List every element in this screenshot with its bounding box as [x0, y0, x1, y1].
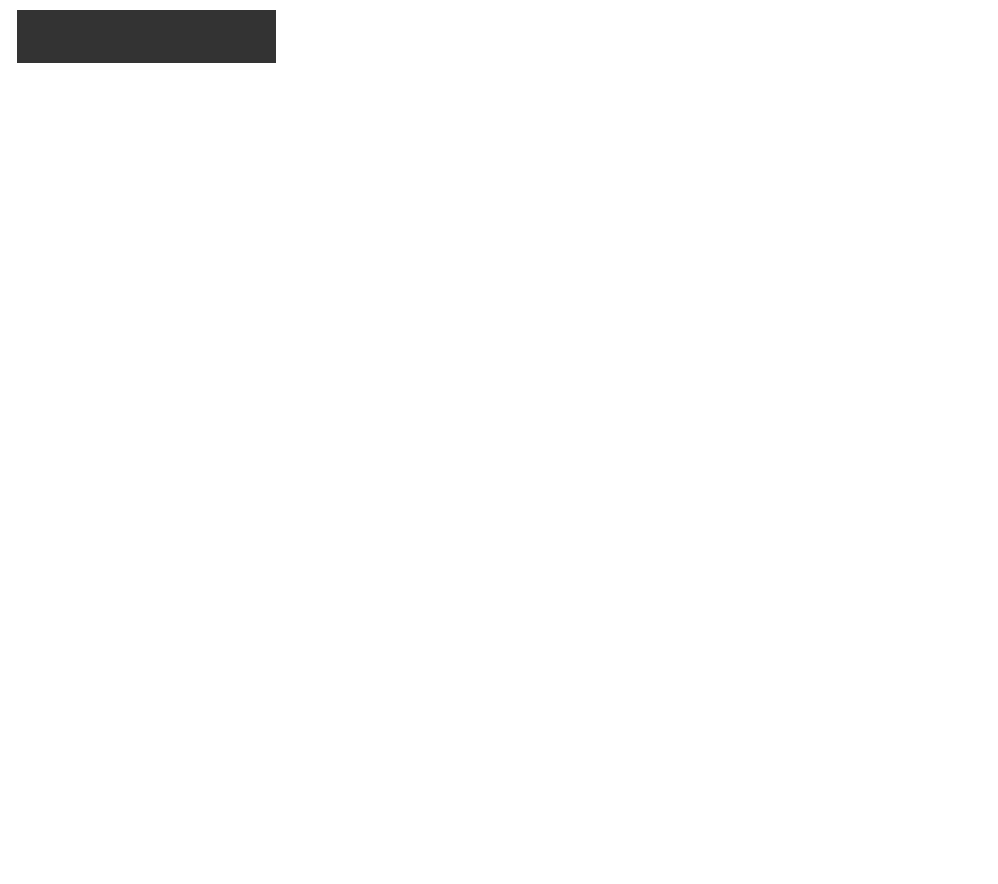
prefecture-title	[17, 10, 276, 63]
